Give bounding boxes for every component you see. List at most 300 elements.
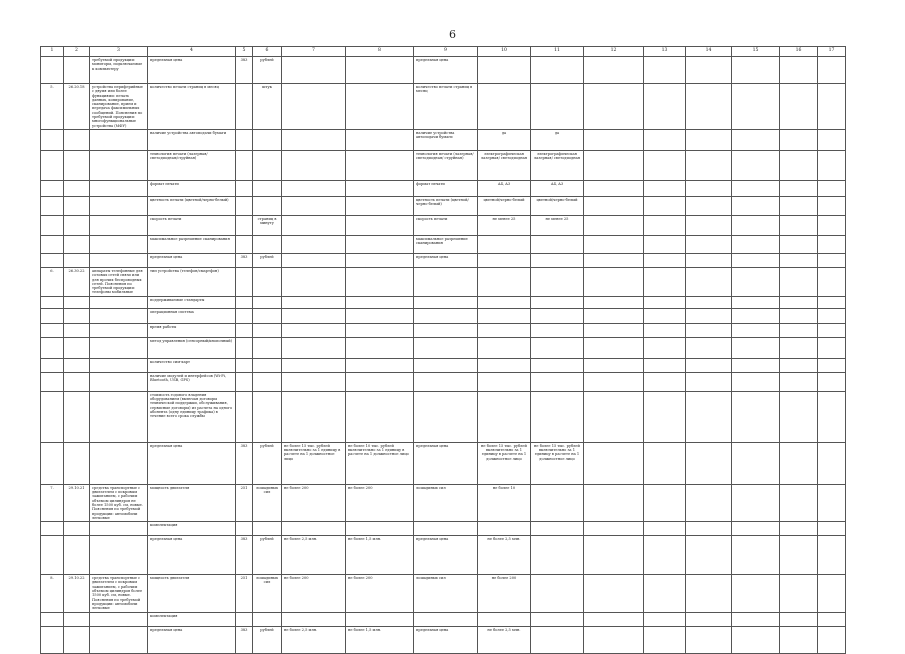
table-cell: [236, 358, 253, 372]
table-cell: [780, 575, 818, 612]
table-cell: [818, 372, 846, 391]
table-cell: лошадиных сил: [414, 575, 478, 612]
table-cell: [64, 612, 90, 626]
table-cell: [584, 575, 644, 612]
table-cell: [41, 253, 64, 267]
column-number: 3: [90, 47, 148, 57]
table-cell: [41, 57, 64, 84]
requirements-table: [40, 46, 846, 654]
table-cell: [818, 323, 846, 337]
table-cell: стоимость годового владения оборудованием (включая договоры технической поддержки, обслуживания, сервисные договоры) из расчета на одного абонента (одну единицу трафика) в течение всего срока службы: [148, 391, 236, 442]
table-cell: не более 1,5 млн.: [346, 536, 414, 575]
table-cell: рублей: [253, 57, 282, 84]
table-cell: [818, 180, 846, 196]
table-cell: А4, А3: [478, 180, 531, 196]
table-cell: [686, 215, 732, 235]
table-cell: [41, 215, 64, 235]
table-cell: 8.: [41, 575, 64, 612]
table-cell: [686, 536, 732, 575]
table-cell: [90, 442, 148, 484]
table-cell: [346, 215, 414, 235]
table-cell: [90, 522, 148, 536]
table-cell: [732, 337, 780, 358]
table-cell: [644, 267, 686, 296]
table-cell: [584, 253, 644, 267]
table-cell: предельная цена: [148, 626, 236, 653]
column-number-row: [41, 47, 846, 57]
table-cell: [818, 308, 846, 323]
table-cell: количество печати страниц в месяц: [414, 84, 478, 130]
table-cell: [282, 323, 346, 337]
table-cell: [780, 612, 818, 626]
table-cell: [818, 215, 846, 235]
table-cell: [282, 522, 346, 536]
table-cell: [346, 180, 414, 196]
table-cell: [90, 612, 148, 626]
table-cell: технология печати (лазерная/светодиодная/струйная): [148, 150, 236, 180]
table-cell: [686, 180, 732, 196]
table-cell: [478, 84, 531, 130]
table-cell: [414, 372, 478, 391]
table-cell: [780, 57, 818, 84]
table-cell: [732, 267, 780, 296]
table-cell: [584, 215, 644, 235]
table-row: [41, 253, 846, 267]
table-cell: [531, 235, 584, 253]
table-cell: [584, 150, 644, 180]
table-cell: [90, 358, 148, 372]
table-cell: [346, 129, 414, 150]
table-cell: рублей: [253, 442, 282, 484]
table-cell: [686, 150, 732, 180]
table-cell: 26.30.22: [64, 267, 90, 296]
column-number: 10: [478, 47, 531, 57]
table-cell: [346, 372, 414, 391]
table-cell: не более 200: [478, 575, 531, 612]
table-cell: [253, 522, 282, 536]
table-cell: [780, 150, 818, 180]
table-cell: [282, 84, 346, 130]
table-cell: наличие устройства автоподачи бумаги: [414, 129, 478, 150]
table-cell: [584, 84, 644, 130]
table-cell: не более 10: [478, 484, 531, 521]
table-cell: [41, 337, 64, 358]
table-cell: [780, 235, 818, 253]
table-cell: скорость печати: [414, 215, 478, 235]
column-number: 1: [41, 47, 64, 57]
table-cell: [531, 522, 584, 536]
table-cell: [686, 235, 732, 253]
table-cell: [478, 253, 531, 267]
table-cell: [686, 522, 732, 536]
table-cell: [644, 358, 686, 372]
table-cell: не более 200: [346, 575, 414, 612]
table-cell: не более 15 тыс. рублей включительно за 1 единицу в расчете на 1 должностное лицо: [478, 442, 531, 484]
table-cell: 6.: [41, 267, 64, 296]
table-row: [41, 215, 846, 235]
table-cell: [253, 296, 282, 308]
table-cell: количество сим-карт: [148, 358, 236, 372]
table-cell: [780, 180, 818, 196]
table-cell: [90, 391, 148, 442]
table-cell: [346, 235, 414, 253]
table-cell: [253, 235, 282, 253]
table-cell: [780, 522, 818, 536]
table-cell: [818, 536, 846, 575]
table-cell: [584, 612, 644, 626]
table-cell: [644, 57, 686, 84]
table-cell: [236, 308, 253, 323]
table-cell: [644, 180, 686, 196]
table-cell: [41, 536, 64, 575]
table-cell: не более 15 тыс. рублей включительно за 1 единицу в расчете на 1 должностное лицо: [531, 442, 584, 484]
table-cell: [253, 196, 282, 215]
table-cell: [64, 372, 90, 391]
table-cell: [64, 337, 90, 358]
table-cell: [64, 129, 90, 150]
table-row: [41, 522, 846, 536]
table-cell: [41, 323, 64, 337]
table-cell: [584, 337, 644, 358]
table-cell: [732, 235, 780, 253]
table-cell: предельная цена: [148, 57, 236, 84]
table-cell: не более 200: [282, 484, 346, 521]
table-cell: [346, 522, 414, 536]
table-cell: [686, 196, 732, 215]
table-cell: [732, 612, 780, 626]
table-cell: [41, 522, 64, 536]
table-cell: [644, 84, 686, 130]
table-cell: [253, 372, 282, 391]
table-cell: рублей: [253, 626, 282, 653]
table-cell: [90, 235, 148, 253]
table-cell: средства транспортные с двигателем с искровым зажиганием, с рабочим объемом цилиндров не более 1500 куб. см, новые. Пояснения по требуемой продукции: автомобили легковые: [90, 484, 148, 521]
table-cell: [282, 196, 346, 215]
table-cell: наличие устройства автоподачи бумаги: [148, 129, 236, 150]
table-cell: [64, 442, 90, 484]
table-row: [41, 150, 846, 180]
table-cell: [780, 296, 818, 308]
table-cell: [686, 575, 732, 612]
table-row: [41, 391, 846, 442]
table-cell: 251: [236, 484, 253, 521]
table-cell: предельная цена: [148, 442, 236, 484]
table-cell: 383: [236, 253, 253, 267]
table-cell: [64, 180, 90, 196]
table-cell: [780, 215, 818, 235]
table-cell: [236, 267, 253, 296]
table-cell: [780, 308, 818, 323]
table-row: [41, 267, 846, 296]
table-row: [41, 575, 846, 612]
table-cell: [236, 391, 253, 442]
table-cell: [584, 308, 644, 323]
table-cell: тип устройства (телефон/смартфон): [148, 267, 236, 296]
table-cell: не более 1,5 млн.: [346, 626, 414, 653]
table-cell: лошадиных сил: [253, 575, 282, 612]
table-cell: [236, 522, 253, 536]
table-cell: предельная цена: [414, 626, 478, 653]
table-cell: [236, 372, 253, 391]
table-cell: метод управления (сенсорный/кнопочный): [148, 337, 236, 358]
table-row: [41, 180, 846, 196]
table-cell: [686, 267, 732, 296]
table-cell: [346, 150, 414, 180]
table-cell: [644, 442, 686, 484]
table-cell: [414, 358, 478, 372]
table-cell: [282, 57, 346, 84]
table-cell: [818, 484, 846, 521]
table-cell: [282, 267, 346, 296]
table-cell: [818, 442, 846, 484]
table-cell: [414, 337, 478, 358]
table-cell: [414, 391, 478, 442]
table-cell: [531, 57, 584, 84]
table-cell: не более 15 тыс. рублей включительно за 1 единицу в расчете на 1 должностное лицо: [282, 442, 346, 484]
table-cell: 383: [236, 57, 253, 84]
table-cell: [90, 129, 148, 150]
column-number: 11: [531, 47, 584, 57]
table-cell: [732, 522, 780, 536]
table-cell: электрографическая лазерная/ светодиодная: [478, 150, 531, 180]
table-cell: [64, 358, 90, 372]
table-cell: [478, 337, 531, 358]
table-cell: [253, 612, 282, 626]
table-cell: цветной/черно-белый: [478, 196, 531, 215]
table-cell: [282, 253, 346, 267]
table-cell: [686, 253, 732, 267]
table-row: [41, 337, 846, 358]
table-cell: [64, 196, 90, 215]
table-cell: [531, 372, 584, 391]
table-cell: [686, 442, 732, 484]
table-cell: [346, 196, 414, 215]
table-cell: [282, 129, 346, 150]
table-cell: [282, 215, 346, 235]
column-number: 8: [346, 47, 414, 57]
table-cell: [818, 196, 846, 215]
table-cell: 251: [236, 575, 253, 612]
table-cell: страниц в минуту: [253, 215, 282, 235]
table-cell: [531, 484, 584, 521]
table-cell: [780, 484, 818, 521]
table-cell: наличие модулей и интерфейсов (Wi-Fi, Bluetooth, USB, GPS): [148, 372, 236, 391]
table-cell: [644, 484, 686, 521]
table-cell: операционная система: [148, 308, 236, 323]
table-cell: 383: [236, 442, 253, 484]
column-number: 5: [236, 47, 253, 57]
table-cell: [818, 358, 846, 372]
table-cell: [253, 267, 282, 296]
table-cell: [780, 196, 818, 215]
table-cell: [253, 180, 282, 196]
table-row: [41, 612, 846, 626]
table-cell: [732, 358, 780, 372]
table-cell: [253, 308, 282, 323]
table-cell: [644, 150, 686, 180]
table-row: [41, 196, 846, 215]
table-cell: [531, 358, 584, 372]
table-cell: [236, 612, 253, 626]
table-cell: да: [478, 129, 531, 150]
table-cell: [531, 391, 584, 442]
column-number: 4: [148, 47, 236, 57]
table-cell: [644, 323, 686, 337]
table-cell: [531, 296, 584, 308]
table-cell: [686, 612, 732, 626]
column-number: 7: [282, 47, 346, 57]
column-number: 13: [644, 47, 686, 57]
table-cell: [346, 308, 414, 323]
table-cell: [780, 391, 818, 442]
table-cell: [282, 612, 346, 626]
table-cell: [732, 323, 780, 337]
table-cell: [414, 522, 478, 536]
table-cell: время работы: [148, 323, 236, 337]
table-cell: [732, 296, 780, 308]
table-cell: [686, 391, 732, 442]
table-cell: [90, 536, 148, 575]
table-cell: [644, 308, 686, 323]
table-cell: [282, 180, 346, 196]
table-cell: [686, 129, 732, 150]
table-cell: [41, 296, 64, 308]
table-cell: формат печати: [414, 180, 478, 196]
table-cell: [282, 235, 346, 253]
column-number: 14: [686, 47, 732, 57]
table-cell: [478, 235, 531, 253]
table-cell: [64, 522, 90, 536]
table-cell: [584, 235, 644, 253]
table-cell: [686, 484, 732, 521]
table-cell: [282, 372, 346, 391]
table-row: [41, 129, 846, 150]
table-cell: [818, 391, 846, 442]
table-cell: [41, 196, 64, 215]
table-row: [41, 442, 846, 484]
table-cell: [346, 267, 414, 296]
table-cell: мощность двигателя: [148, 575, 236, 612]
table-cell: мощность двигателя: [148, 484, 236, 521]
table-cell: не более 2,5 млн.: [478, 626, 531, 653]
table-cell: [478, 612, 531, 626]
table-row: [41, 372, 846, 391]
column-number: 2: [64, 47, 90, 57]
table-cell: [90, 180, 148, 196]
table-cell: [686, 308, 732, 323]
table-cell: [584, 129, 644, 150]
table-cell: максимальное разрешение сканирования: [148, 235, 236, 253]
table-cell: [90, 308, 148, 323]
table-cell: [64, 150, 90, 180]
table-cell: [414, 296, 478, 308]
table-cell: аппараты телефонные для сотовых сетей связи или для прочих беспроводных сетей. Пояснения по требуемой продукции: телефоны мобильные: [90, 267, 148, 296]
table-cell: [818, 57, 846, 84]
table-cell: 26.20.18: [64, 84, 90, 130]
table-cell: [584, 358, 644, 372]
table-cell: [478, 308, 531, 323]
table-cell: [41, 612, 64, 626]
table-cell: [818, 253, 846, 267]
table-cell: [236, 235, 253, 253]
table-cell: [818, 84, 846, 130]
table-cell: [644, 129, 686, 150]
table-cell: [236, 296, 253, 308]
table-cell: [818, 129, 846, 150]
table-cell: требуемой продукции: мониторы, подключаемые к компьютеру: [90, 57, 148, 84]
table-cell: [584, 442, 644, 484]
table-cell: [478, 372, 531, 391]
table-row: [41, 323, 846, 337]
table-cell: [282, 391, 346, 442]
table-cell: [41, 180, 64, 196]
table-cell: [780, 267, 818, 296]
table-cell: [531, 308, 584, 323]
table-cell: [531, 612, 584, 626]
table-cell: [236, 196, 253, 215]
table-cell: [41, 150, 64, 180]
table-cell: [818, 296, 846, 308]
table-cell: [90, 150, 148, 180]
table-cell: предельная цена: [414, 442, 478, 484]
table-cell: рублей: [253, 253, 282, 267]
table-cell: [478, 323, 531, 337]
table-cell: [780, 129, 818, 150]
table-cell: [584, 196, 644, 215]
table-cell: [644, 575, 686, 612]
table-cell: [236, 215, 253, 235]
table-cell: [346, 57, 414, 84]
table-row: [41, 57, 846, 84]
table-cell: [780, 536, 818, 575]
table-cell: [531, 536, 584, 575]
table-cell: [90, 337, 148, 358]
table-cell: 29.10.22: [64, 575, 90, 612]
table-cell: [414, 308, 478, 323]
table-cell: [732, 391, 780, 442]
table-cell: [414, 267, 478, 296]
table-cell: предельная цена: [414, 57, 478, 84]
table-cell: [644, 296, 686, 308]
table-cell: не более 2,5 млн.: [282, 626, 346, 653]
table-cell: [818, 337, 846, 358]
table-cell: [780, 358, 818, 372]
table-cell: поддерживаемые стандарты: [148, 296, 236, 308]
page-number: 6: [449, 28, 456, 41]
table-cell: [732, 308, 780, 323]
table-cell: [236, 150, 253, 180]
table-cell: [41, 442, 64, 484]
table-cell: [644, 196, 686, 215]
column-number: 16: [780, 47, 818, 57]
table-cell: [282, 150, 346, 180]
table-cell: [818, 522, 846, 536]
table-cell: лошадиных сил: [253, 484, 282, 521]
table-cell: [64, 57, 90, 84]
table-cell: [732, 442, 780, 484]
table-cell: электрографическая лазерная/ светодиодная: [531, 150, 584, 180]
table-cell: количество печати страниц в месяц: [148, 84, 236, 130]
table-cell: [644, 391, 686, 442]
table-cell: [90, 372, 148, 391]
table-cell: [732, 253, 780, 267]
table-cell: [478, 267, 531, 296]
table-cell: 5.: [41, 84, 64, 130]
table-cell: не более 200: [282, 575, 346, 612]
table-cell: [732, 196, 780, 215]
table-row: [41, 358, 846, 372]
table-row: [41, 484, 846, 521]
